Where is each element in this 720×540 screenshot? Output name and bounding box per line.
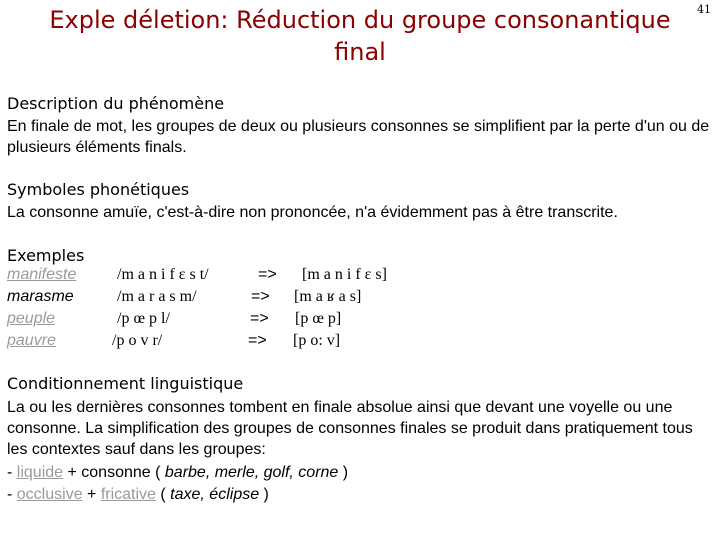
bullet-liquide (7, 462, 712, 483)
description-heading: Description du phénomène (7, 94, 225, 113)
examples-heading: Exemples (7, 246, 85, 265)
surface-form: [m a n i f ɛ s] (302, 266, 387, 283)
example-word-link[interactable]: manifeste (7, 266, 77, 283)
bullet-examples: taxe, éclipse (170, 486, 260, 503)
underlying-form: /m a r a s m/ (117, 288, 197, 305)
description-text: En finale de mot, les groupes de deux ou plusieurs consonnes se simplifient par la perte d'un ou de plusieurs éléments finals. (7, 118, 710, 156)
arrow: => (248, 332, 267, 349)
underlying-form: /p o v r/ (112, 332, 163, 349)
bullet-occlusive (7, 484, 712, 505)
arrow: => (251, 288, 270, 305)
conditioning-heading: Conditionnement linguistique (7, 374, 244, 393)
surface-form: [m a ʁ a s] (294, 288, 362, 305)
liquide-link[interactable]: liquide (16, 464, 64, 481)
bullet-text: + consonne ( (63, 464, 165, 481)
bullet-dash: - (7, 464, 13, 481)
title-line-1: Exple déletion: Réduction du groupe consonantique (49, 6, 671, 34)
example-word-link[interactable]: pauvre (7, 332, 56, 349)
bullet-close: ) (338, 464, 349, 481)
slide-title (20, 4, 700, 68)
underlying-form: /p œ p l/ (117, 310, 170, 327)
page-number: 41 (697, 3, 711, 16)
conditioning-text: La ou les dernières consonnes tombent en finale absolue ainsi que devant une voyelle ou une consonne. La simplification des groupes de consonnes finales se produit dans pratiquement tous les contextes sauf dans les groupes: (7, 399, 693, 458)
example-word-link[interactable]: peuple (7, 310, 56, 327)
bullet-plus: + (82, 486, 101, 503)
bullet-dash: - (7, 486, 13, 503)
arrow: => (258, 266, 277, 283)
bullet-examples: barbe, merle, golf, corne (164, 464, 339, 481)
surface-form: [p œ p] (295, 310, 342, 327)
title-line-2: final (334, 38, 386, 66)
arrow: => (250, 310, 269, 327)
symbols-heading: Symboles phonétiques (7, 180, 190, 199)
surface-form: [p o: v] (293, 332, 341, 349)
fricative-link[interactable]: fricative (100, 486, 156, 503)
bullet-open: ( (155, 486, 171, 503)
example-word: marasme (7, 288, 74, 305)
occlusive-link[interactable]: occlusive (16, 486, 83, 503)
underlying-form: /m a n i f ɛ s t/ (117, 266, 209, 283)
bullet-close: ) (259, 486, 269, 503)
symbols-text: La consonne amuïe, c'est-à-dire non prononcée, n'a évidemment pas à être transcrite. (7, 204, 618, 221)
